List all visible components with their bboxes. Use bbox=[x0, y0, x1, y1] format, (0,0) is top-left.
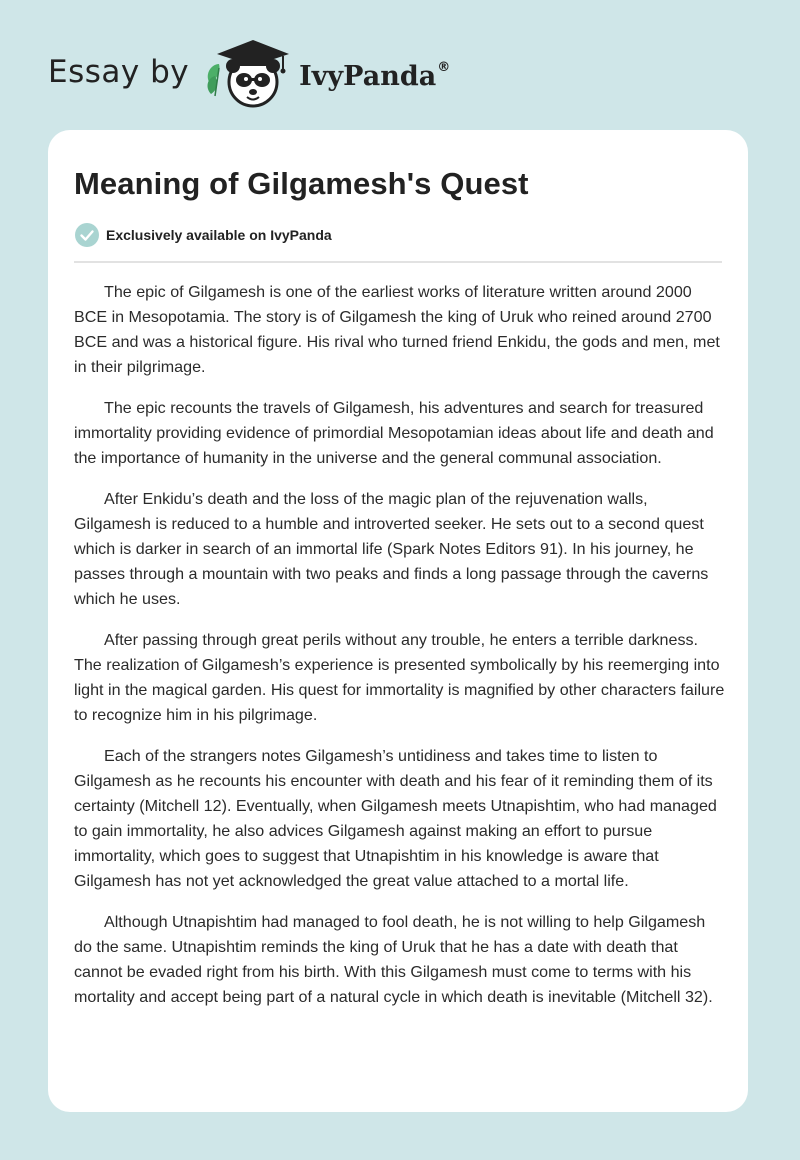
paragraph: Although Utnapishtim had managed to fool death, he is not willing to help Gilgamesh do the same. Utnapishtim reminds the king of Uruk that he has a date with death that cannot be evaded right from his birth. With this Gilgamesh must come to terms with his mortality and accept being part of a natural cycle in which death is inevitable (Mitchell 32). bbox=[74, 913, 713, 1006]
essay-body bbox=[74, 280, 726, 1026]
exclusive-badge-label: Exclusively available on IvyPanda bbox=[106, 227, 332, 243]
title-divider bbox=[74, 261, 722, 263]
panda-graduation-logo-icon[interactable] bbox=[203, 34, 295, 114]
check-circle-icon bbox=[74, 222, 100, 248]
registered-mark: ® bbox=[437, 59, 451, 75]
page-title: Meaning of Gilgamesh's Quest bbox=[74, 166, 529, 201]
paragraph: After passing through great perils without any trouble, he enters a terrible darkness. The realization of Gilgamesh’s experience is presented symbolically by his reemerging into light in the magical garden. His quest for immortality is magnified by other characters failure to recognize him in his pilgrimage. bbox=[74, 631, 725, 724]
paragraph: After Enkidu’s death and the loss of the magic plan of the rejuvenation walls, Gilgamesh is reduced to a humble and introverted seeker. He sets out to a second quest which is darker in search of an immortal life (Spark Notes Editors 91). In his journey, he passes through a mountain with two peaks and finds a long passage through the caverns which he uses. bbox=[74, 490, 709, 608]
paragraph: The epic recounts the travels of Gilgamesh, his adventures and search for treasured immortality providing evidence of primordial Mesopotamian ideas about life and death and the importance of humanity in the universe and the general communal association. bbox=[74, 399, 714, 467]
paragraph: The epic of Gilgamesh is one of the earliest works of literature written around 2000 BCE in Mesopotamia. The story is of Gilgamesh the king of Uruk who reined around 2700 BCE and was a historical figure. His rival who turned friend Enkidu, the gods and men, met in their pilgrimage. bbox=[74, 283, 720, 376]
site-header bbox=[48, 34, 450, 114]
essay-by-label: Essay by bbox=[48, 54, 190, 90]
brand-name[interactable]: IvyPanda® bbox=[299, 59, 451, 92]
essay-card bbox=[48, 130, 748, 1112]
paragraph: Each of the strangers notes Gilgamesh’s untidiness and takes time to listen to Gilgamesh as he recounts his encounter with death and his fear of it reminding them of its certainty (Mitchell 12). Eventually, when Gilgamesh meets Utnapishtim, who had managed to gain immortality, he also advices Gilgamesh against making an effort to pursue immortality, which goes to suggest that Utnapishtim in his knowledge is aware that Gilgamesh has not yet acknowledged the great value attached to a mortal life. bbox=[74, 747, 717, 890]
exclusive-badge bbox=[74, 222, 332, 248]
